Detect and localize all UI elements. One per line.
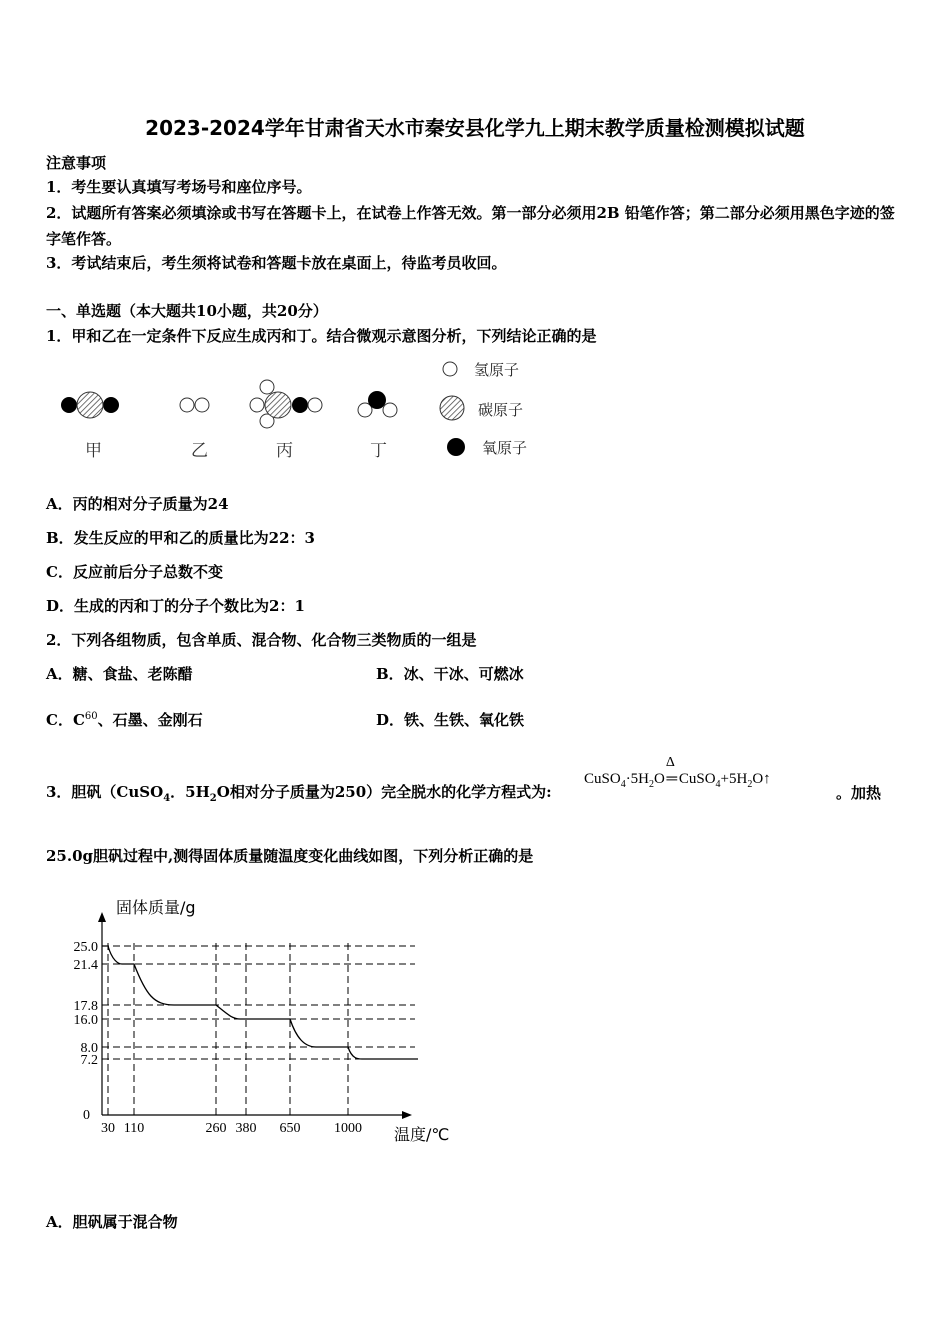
q1-option-b: B．发生反应的甲和乙的质量比为22：3 bbox=[46, 529, 315, 547]
legend-oxygen: 氧原子 bbox=[482, 439, 528, 457]
y-tick-label: 8.0 bbox=[80, 1041, 98, 1056]
q3-stem-sub2: 2 bbox=[209, 793, 217, 804]
eq-right1-sub: 4 bbox=[715, 779, 721, 790]
q2-option-a: A．糖、食盐、老陈醋 bbox=[46, 665, 193, 683]
q2-option-c bbox=[46, 709, 203, 730]
q3-stem-sub1: 4 bbox=[163, 793, 171, 804]
x-tick-label: 650 bbox=[279, 1121, 301, 1136]
eq-right2: +5H bbox=[720, 771, 748, 787]
y-tick-label: 21.4 bbox=[73, 958, 98, 973]
notice-heading: 注意事项 bbox=[46, 154, 107, 172]
y-tick-label: 16.0 bbox=[73, 1013, 98, 1028]
x-tick-label: 260 bbox=[205, 1121, 227, 1136]
q2-stem: 2．下列各组物质，包含单质、混合物、化合物三类物质的一组是 bbox=[46, 631, 477, 649]
molecule-label-yi: 乙 bbox=[191, 441, 208, 461]
y-tick-label: 17.8 bbox=[73, 999, 98, 1014]
q2-option-d: D．铁、生铁、氧化铁 bbox=[376, 711, 525, 729]
eq-mid: ·5H bbox=[625, 771, 650, 787]
notice-item-2: 2．试题所有答案必须填涂或书写在答题卡上，在试卷上作答无效。第一部分必须用2B 铅笔作答；第二部分必须用黑色字迹的签字笔作答。 bbox=[46, 204, 895, 248]
x-tick-label: 380 bbox=[235, 1121, 257, 1136]
q3-equation bbox=[584, 755, 771, 790]
section-heading: 一、单选题（本大题共10小题，共20分） bbox=[46, 302, 328, 320]
molecule-yi-icon bbox=[180, 398, 209, 412]
eq-left: CuSO bbox=[584, 771, 621, 787]
y-axis-label: 固体质量/g bbox=[116, 898, 196, 917]
q2-option-c-sup: 60 bbox=[84, 711, 98, 722]
eq-right3: O↑ bbox=[752, 771, 771, 787]
x-axis-label: 温度/℃ bbox=[394, 1125, 450, 1144]
q3-stem-line2: 25.0g胆矾过程中,测得固体质量随温度变化曲线如图，下列分析正确的是 bbox=[46, 847, 534, 865]
notice-item-3: 3．考试结束后，考生须将试卷和答题卡放在桌面上，待监考员收回。 bbox=[46, 254, 507, 272]
eq-arrow: Δ ═ bbox=[665, 755, 678, 787]
eq-right1: CuSO bbox=[678, 771, 716, 787]
molecule-jia-icon bbox=[61, 392, 119, 418]
q1-option-d: D．生成的丙和丁的分子个数比为2：1 bbox=[46, 597, 305, 615]
q1-stem: 1．甲和乙在一定条件下反应生成丙和丁。结合微观示意图分析，下列结论正确的是 bbox=[46, 327, 597, 345]
q2-option-c-rest: 、石墨、金刚石 bbox=[97, 711, 203, 729]
x-tick-label: 30 bbox=[101, 1121, 115, 1136]
notice-item-1: 1．考生要认真填写考场号和座位序号。 bbox=[46, 178, 312, 196]
legend-carbon: 碳原子 bbox=[478, 401, 524, 419]
eq-right2-sub: 2 bbox=[747, 779, 753, 790]
molecule-label-jia: 甲 bbox=[85, 441, 102, 461]
x-axis-arrow-icon bbox=[402, 1111, 412, 1119]
q3-stem bbox=[46, 781, 552, 804]
hydrogen-legend-icon bbox=[443, 362, 457, 376]
molecule-ding-icon bbox=[358, 391, 397, 417]
q3-stem-part3: O相对分子质量为250）完全脱水的化学方程式为: bbox=[216, 783, 552, 801]
y-tick-label: 0 bbox=[83, 1108, 90, 1123]
x-tick-label: 1000 bbox=[334, 1121, 362, 1136]
q3-stem-tail: 。加热 bbox=[836, 784, 882, 802]
y-axis-arrow-icon bbox=[98, 912, 106, 922]
eq-left-sub: 4 bbox=[620, 779, 626, 790]
q3-stem-part1: 3．胆矾（CuSO bbox=[46, 783, 164, 801]
eq-mid-sub: 2 bbox=[649, 779, 655, 790]
q1-option-a: A．丙的相对分子质量为24 bbox=[46, 495, 229, 513]
molecule-label-ding: 丁 bbox=[370, 441, 387, 461]
legend-hydrogen: 氢原子 bbox=[474, 361, 520, 379]
carbon-legend-icon bbox=[440, 396, 464, 420]
q2-option-b: B．冰、干冰、可燃冰 bbox=[376, 665, 524, 683]
mass-temperature-chart bbox=[50, 890, 470, 1150]
y-tick-label: 7.2 bbox=[80, 1053, 98, 1068]
x-tick-label: 110 bbox=[123, 1121, 145, 1136]
oxygen-legend-icon bbox=[447, 438, 465, 456]
y-tick-label: 25.0 bbox=[73, 940, 98, 955]
molecule-bing-icon bbox=[250, 380, 322, 428]
mass-curve bbox=[102, 946, 418, 1059]
eq-o: O bbox=[654, 771, 665, 787]
q3-stem-part2: ．5H bbox=[170, 783, 210, 801]
q2-option-c-prefix: C．C bbox=[46, 711, 85, 729]
page-title: 2023-2024学年甘肃省天水市秦安县化学九上期末教学质量检测模拟试题 bbox=[145, 116, 805, 140]
eq-delta: Δ bbox=[665, 755, 675, 770]
q1-option-c: C．反应前后分子总数不变 bbox=[46, 563, 223, 581]
q3-option-a: A．胆矾属于混合物 bbox=[46, 1213, 178, 1231]
molecule-label-bing: 丙 bbox=[276, 441, 293, 461]
